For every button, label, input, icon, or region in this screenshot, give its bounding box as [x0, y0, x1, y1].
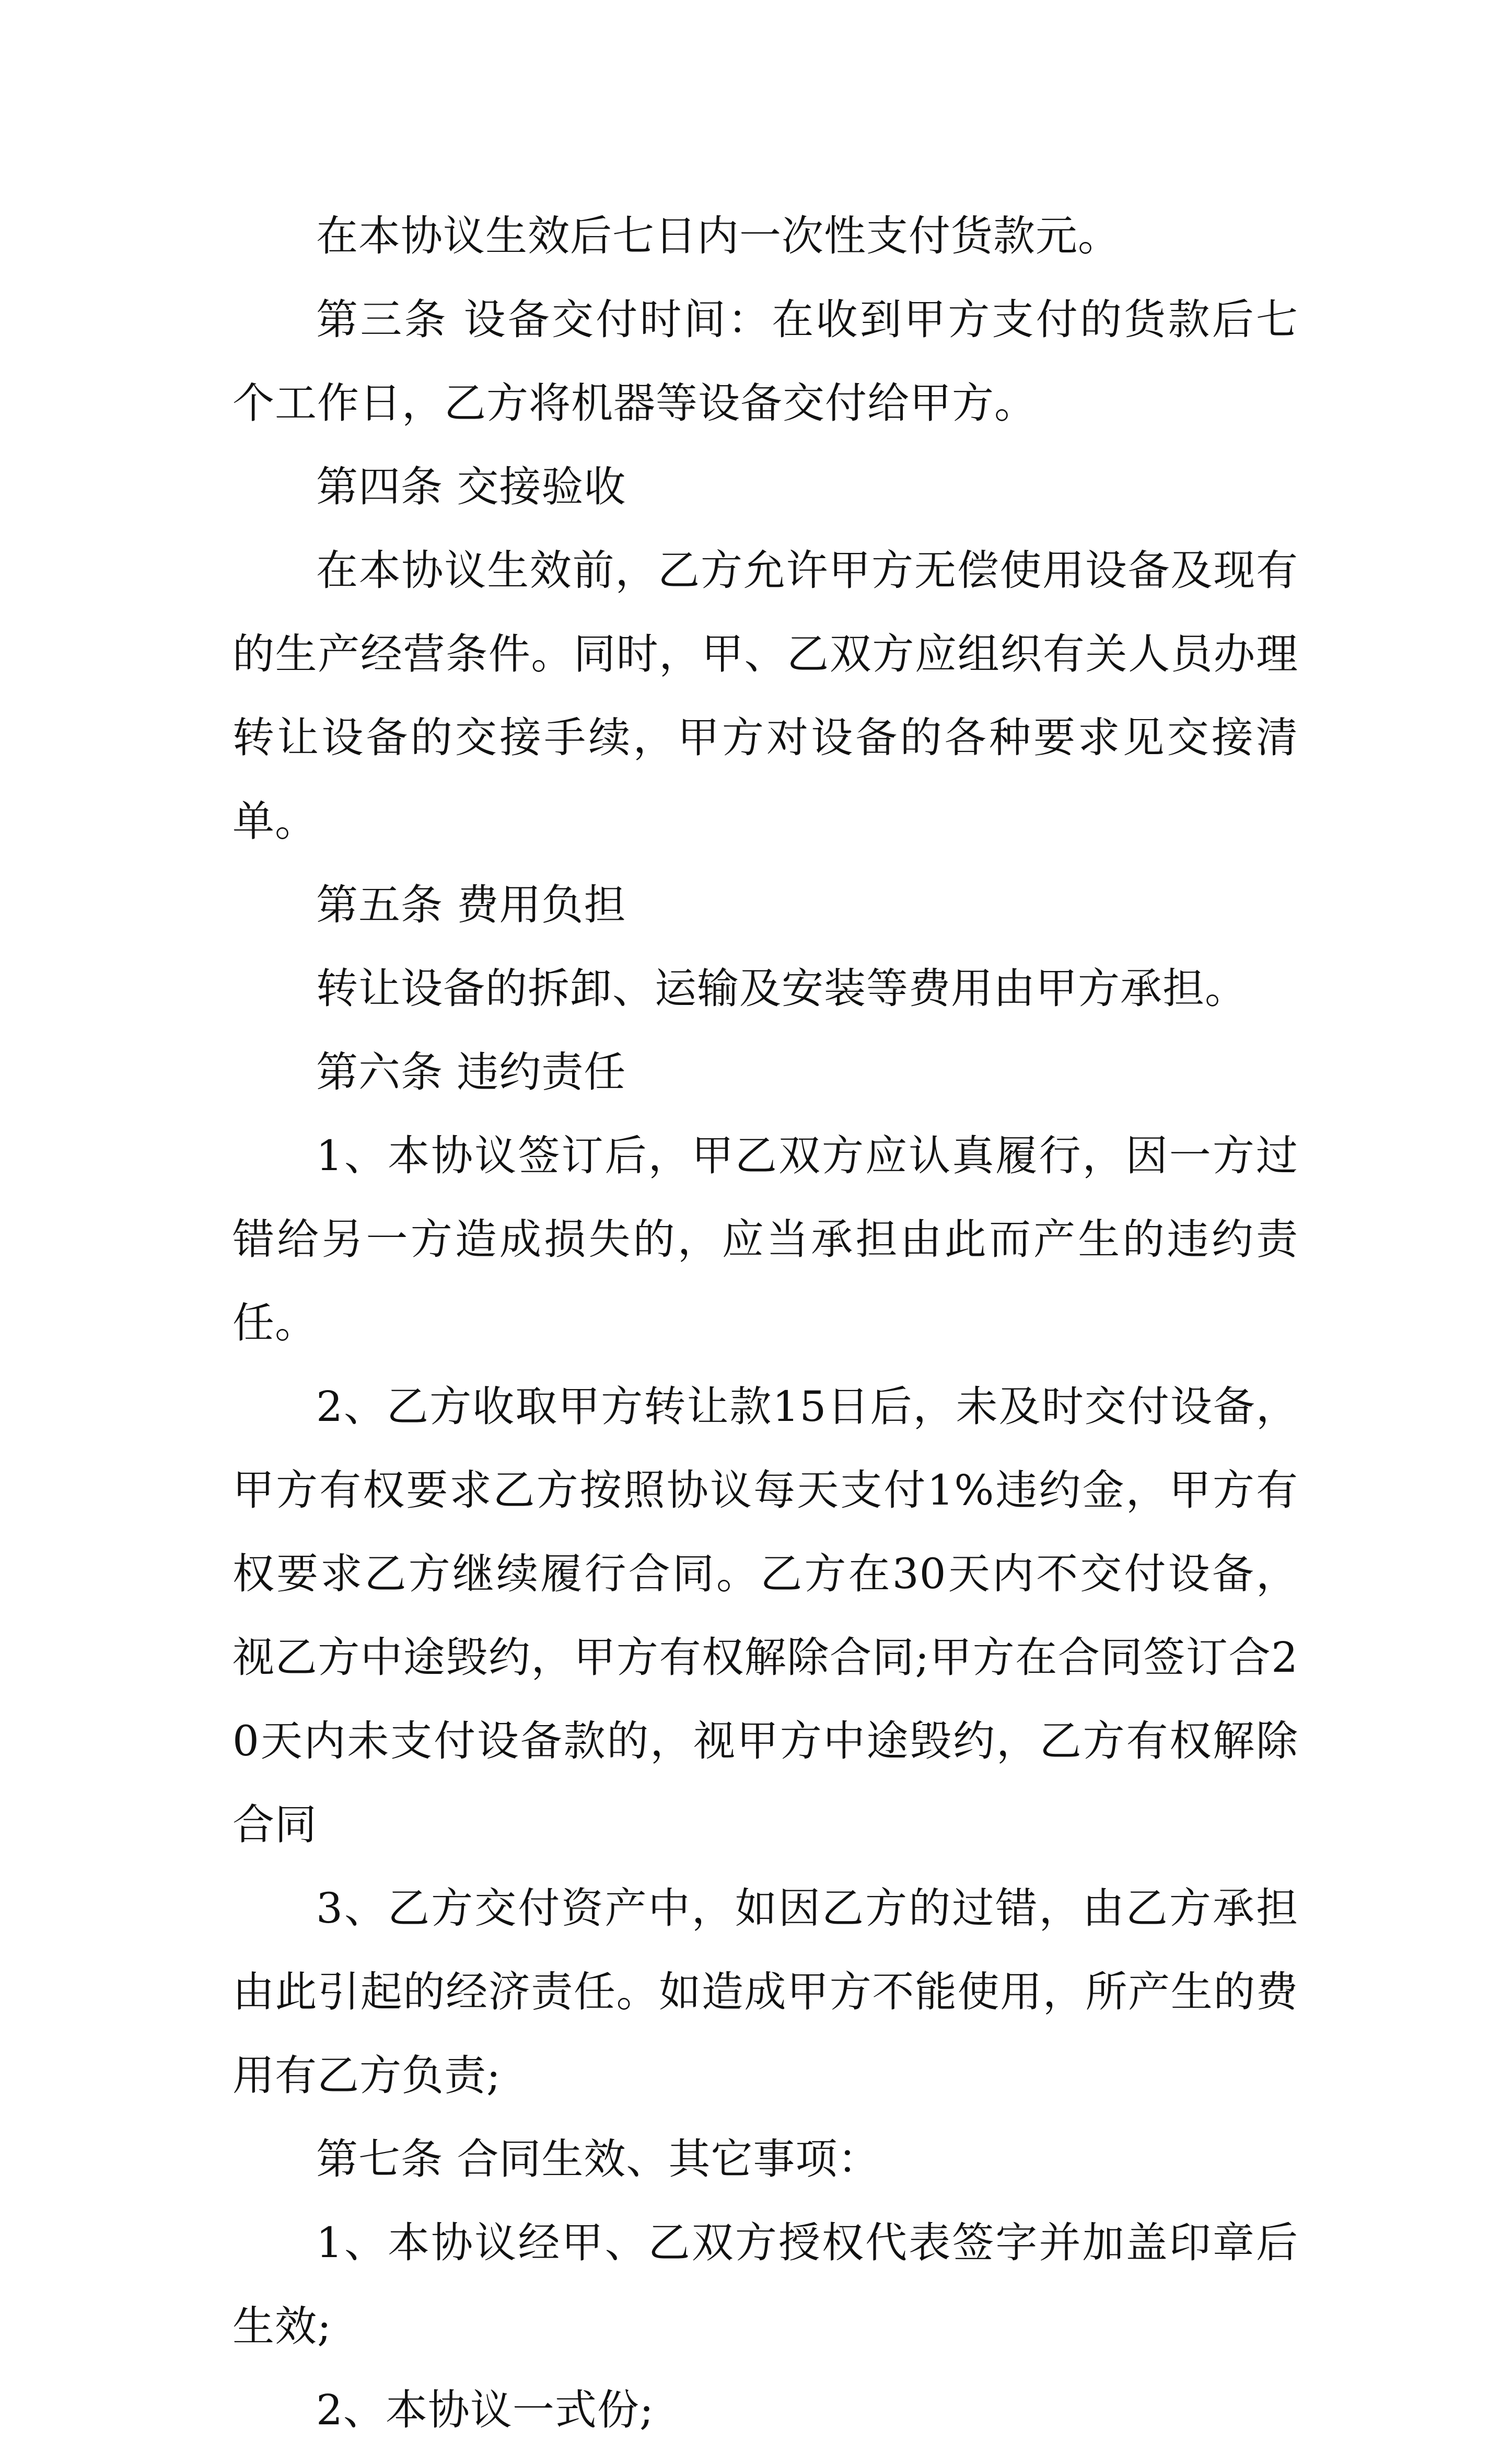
- clause-7-item-1: 1、本协议经甲、乙双方授权代表签字并加盖印章后生效;: [232, 2218, 1298, 2351]
- clause-6-item-1: 1、本协议签订后，甲乙双方应认真履行，因一方过错给另一方造成损失的，应当承担由此而产生的违约责任。: [232, 1131, 1298, 1347]
- clause-4-heading: 第四条 交接验收: [316, 462, 626, 511]
- document-body: [232, 194, 1298, 2452]
- clause-6-item-2: 2、乙方收取甲方转让款15日后，未及时交付设备，甲方有权要求乙方按照协议每天支付1%违约金，甲方有权要求乙方继续履行合同。乙方在30天内不交付设备，视乙方中途毁约，甲方有权解除合同;甲方在合同签订合20天内未支付设备款的，视甲方中途毁约，乙方有权解除合同: [232, 1382, 1298, 1849]
- clause-4-body: 在本协议生效前，乙方允许甲方无偿使用设备及现有的生产经营条件。同时，甲、乙双方应组织有关人员办理转让设备的交接手续，甲方对设备的各种要求见交接清单。: [232, 546, 1298, 846]
- paragraph-payment-terms: 在本协议生效后七日内一次性支付货款元。: [316, 212, 1120, 260]
- clause-5-heading: 第五条 费用负担: [316, 881, 626, 929]
- clause-6-heading: 第六条 违约责任: [316, 1048, 626, 1096]
- clause-7-heading: 第七条 合同生效、其它事项：: [316, 2135, 880, 2183]
- clause-6-item-3: 3、乙方交付资产中，如因乙方的过错，由乙方承担由此引起的经济责任。如造成甲方不能使用，所产生的费用有乙方负责;: [232, 1884, 1298, 2100]
- clause-5-body: 转让设备的拆卸、运输及安装等费用由甲方承担。: [316, 964, 1247, 1013]
- clause-3-delivery-time: 第三条 设备交付时间：在收到甲方支付的货款后七个工作日，乙方将机器等设备交付给甲方。: [232, 295, 1298, 427]
- clause-7-item-2: 2、本协议一式份;: [316, 2386, 654, 2434]
